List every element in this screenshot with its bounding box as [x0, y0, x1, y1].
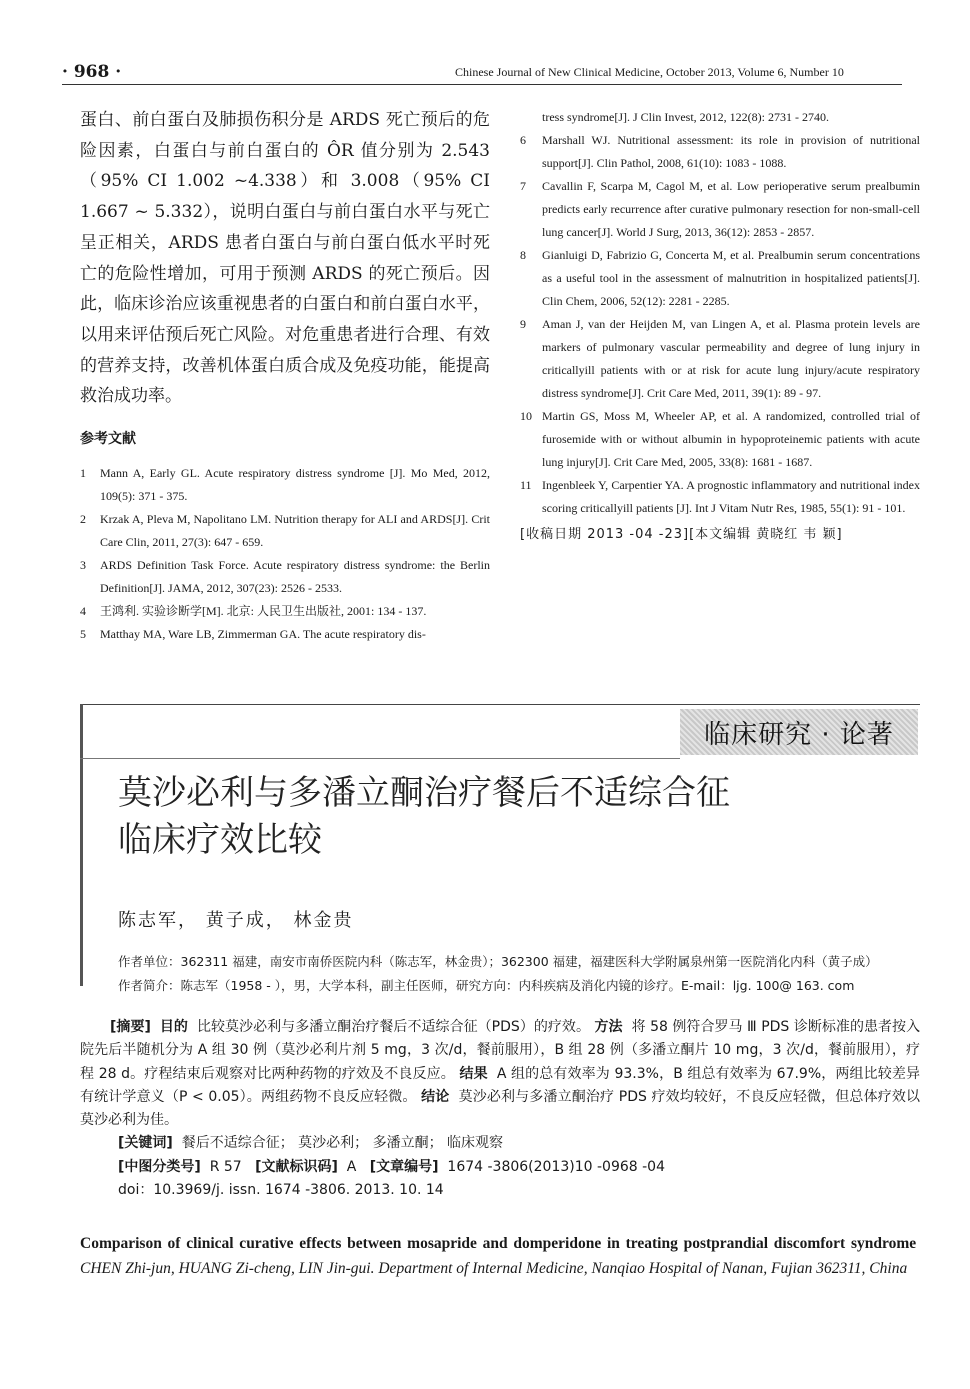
results-label: 结果: [459, 1065, 488, 1082]
reference-item: [520, 244, 920, 313]
clc-value: R 57: [209, 1158, 242, 1175]
article-divider-mid: [80, 758, 680, 759]
reference-item: [520, 175, 920, 244]
reference-item: [520, 313, 920, 405]
english-authors: CHEN Zhi-jun, HUANG Zi-cheng, LIN Jin-gui. Department of Internal Medicine, Nanqiao Hospital of Nanan, Fujian 362311, China: [80, 1259, 908, 1277]
reference-text: Cavallin F, Scarpa M, Cagol M, et al. Low perioperative serum prealbumin predicts early recurrence after curative pulmonary resection for non-small-cell lung cancer[J]. World J Surg, 2013, 36(12): 2853 - 2857.: [542, 179, 920, 239]
right-column: [520, 106, 920, 542]
abstract-label: [摘要]: [110, 1019, 151, 1035]
journal-running-header: Chinese Journal of New Clinical Medicine, October 2013, Volume 6, Number 10: [455, 65, 844, 79]
article-title: [118, 770, 838, 864]
title-line-1: 莫沙必利与多潘立酮治疗餐后不适综合征: [118, 773, 730, 813]
abstract-text: [80, 1016, 920, 1132]
reference-item: [520, 474, 920, 520]
title-line-2: 临床疗效比较: [118, 820, 322, 860]
page-number: · 968 ·: [62, 62, 122, 82]
reference-text: Mann A, Early GL. Acute respiratory distress syndrome [J]. Mo Med, 2012, 109(5): 371 - 375.: [100, 466, 490, 504]
objective-label: 目的: [159, 1019, 188, 1035]
reference-text: Gianluigi D, Fabrizio G, Concerta M, et al. Prealbumin serum concentrations as a useful tool in the assessment of malnutrition in hospitalized patients[J]. Clin Chem, 2006, 52(12): 2281 - 2285.: [542, 248, 920, 308]
reference-text: Aman J, van der Heijden M, van Lingen A, et al. Plasma protein levels are markers of pulmonary vascular permeability and degree of lung injury in criticallyill patients with or at risk for acute lung injury/acute respiratory distress syndrome[J]. Crit Care Med, 2011, 39(1): 89 - 97.: [542, 317, 920, 400]
article-divider-left: [80, 704, 83, 986]
conclusion-label: 结论: [421, 1088, 450, 1105]
reference-text: ARDS Definition Task Force. Acute respiratory distress syndrome: the Berlin Definition[J]. JAMA, 2012, 307(23): 2526 - 2533.: [100, 558, 490, 596]
clc-label: [中图分类号]: [118, 1158, 201, 1175]
reference-number: 11: [520, 478, 532, 492]
keywords-text: 餐后不适综合征； 莫沙必利； 多潘立酮； 临床观察: [181, 1135, 504, 1152]
left-column: [80, 105, 490, 646]
article-authors: 陈志军， 黄子成， 林金贵: [118, 910, 354, 931]
doc-code-label: [文献标识码]: [255, 1158, 338, 1175]
section-banner: 临床研究 · 论著: [680, 709, 918, 755]
abstract-block: [80, 1016, 920, 1202]
references-heading: 参考文献: [80, 431, 136, 448]
results-text: A 组的总有效率为 93.3%，B 组总有效率为 67.9%，两组比较差异有统计学意义（P < 0.05）。两组药物不良反应轻微。: [80, 1065, 921, 1105]
reference-number: 7: [520, 179, 526, 193]
reference-number: 4: [80, 604, 86, 619]
reference-item: [520, 106, 920, 129]
reference-text: Martin GS, Moss M, Wheeler AP, et al. A randomized, controlled trial of furosemide with or without albumin in hypoproteinemic patients with acute lung injury[J]. Crit Care Med, 2005, 33(8): 1681 - 1687.: [542, 409, 920, 469]
reference-number: 9: [520, 317, 526, 331]
reference-text: Marshall WJ. Nutritional assessment: its role in provision of nutritional support[J]. Clin Pathol, 2008, 61(10): 1083 - 1088.: [542, 133, 920, 170]
reference-text: Krzak A, Pleva M, Napolitano LM. Nutrition therapy for ALI and ARDS[J]. Crit Care Clin, 2011, 27(3): 647 - 659.: [100, 512, 490, 550]
keywords-label: [关键词]: [118, 1135, 173, 1152]
reference-text: 王鸿利. 实验诊断学[M]. 北京: 人民卫生出版社, 2001: 134 - 137.: [100, 604, 427, 619]
reference-item: [80, 600, 490, 623]
article-divider-top: [80, 704, 920, 705]
doi-line: doi：10.3969/j. issn. 1674 -3806. 2013. 10. 14: [118, 1182, 444, 1199]
author-bio: 作者简介：陈志军（1958 - ），男，大学本科，副主任医师，研究方向：内科疾病及消化内镜的诊疗。E-mail：ljg. 100@ 163. com: [118, 978, 855, 993]
affiliation: 作者单位：362311 福建，南安市南侨医院内科（陈志军，林金贵）；362300 福建，福建医科大学附属泉州第一医院消化内科（黄子成）: [118, 954, 878, 969]
reference-text: Ingenbleek Y, Carpentier YA. A prognostic inflammatory and nutritional index scoring criticallyill patients [J]. Int J Vitam Nutr Res, 1985, 55(1): 91 - 101.: [542, 478, 920, 515]
reference-number: 10: [520, 409, 532, 423]
reference-item: [80, 462, 490, 508]
reference-item: [80, 508, 490, 554]
reference-text: tress syndrome[J]. J Clin Invest, 2012, 122(8): 2731 - 2740.: [542, 110, 829, 124]
doc-code-value: A: [346, 1158, 357, 1175]
methods-text: 将 58 例符合罗马 Ⅲ PDS 诊断标准的患者按入院先后半随机分为 A 组 30 例（莫沙必利片剂 5 mg，3 次/d，餐前服用），B 组 28 例（多潘立酮片 10 mg，3 次/d，餐前服用），疗程 28 d。疗程结束后观察对比两种药物的疗效及不良反应。: [80, 1019, 921, 1082]
reference-list-left: [80, 462, 490, 646]
article-no-label: [文章编号]: [369, 1158, 439, 1175]
reference-number: 8: [520, 248, 526, 262]
reference-text: Matthay MA, Ware LB, Zimmerman GA. The acute respiratory dis-: [100, 627, 426, 642]
reference-item: [80, 623, 490, 646]
received-date-editor: [收稿日期 2013 -04 -23][本文编辑 黄晓红 韦 颖]: [520, 527, 843, 542]
header-rule: [62, 84, 902, 85]
conclusion-text: 莫沙必利与多潘立酮治疗 PDS 疗效均较好，不良反应轻微，但总体疗效以莫沙必利为佳。: [80, 1088, 921, 1129]
reference-list-right: [520, 106, 920, 520]
reference-number: 2: [80, 512, 86, 527]
reference-number: 3: [80, 558, 86, 573]
discussion-paragraph: 蛋白、前白蛋白及肺损伤积分是 ARDS 死亡预后的危险因素，白蛋白与前白蛋白的 ÔR 值分别为 2.543（95% CI 1.002 ~4.338）和 3.008（95% CI 1.667 ~ 5.332），说明白蛋白与前白蛋白水平与死亡呈正相关，ARDS 患者白蛋白与前白蛋白低水平时死亡的危险性增加，可用于预测 ARDS 的死亡预后。因此，临床诊治应该重视患者的白蛋白和前白蛋白水平，以用来评估预后死亡风险。对危重患者进行合理、有效的营养支持，改善机体蛋白质合成及免疫功能，能提高救治成功率。: [80, 110, 490, 407]
author-affiliation-block: [118, 950, 918, 998]
english-title: Comparison of clinical curative effects between mosapride and domperidone in treating postprandial discomfort syndrome: [80, 1235, 917, 1252]
reference-item: [80, 554, 490, 600]
keywords-line: [80, 1132, 920, 1155]
methods-label: 方法: [594, 1019, 623, 1035]
article-no-value: 1674 -3806(2013)10 -0968 -04: [447, 1158, 665, 1175]
reference-number: 5: [80, 627, 86, 642]
classification-line: [80, 1156, 920, 1179]
reference-number: 1: [80, 466, 86, 481]
reference-item: [520, 405, 920, 474]
reference-item: [520, 129, 920, 175]
objective-text: 比较莫沙必利与多潘立酮治疗餐后不适综合征（PDS）的疗效。: [196, 1019, 590, 1035]
english-title-block: [80, 1232, 920, 1281]
reference-number: 6: [520, 133, 526, 147]
